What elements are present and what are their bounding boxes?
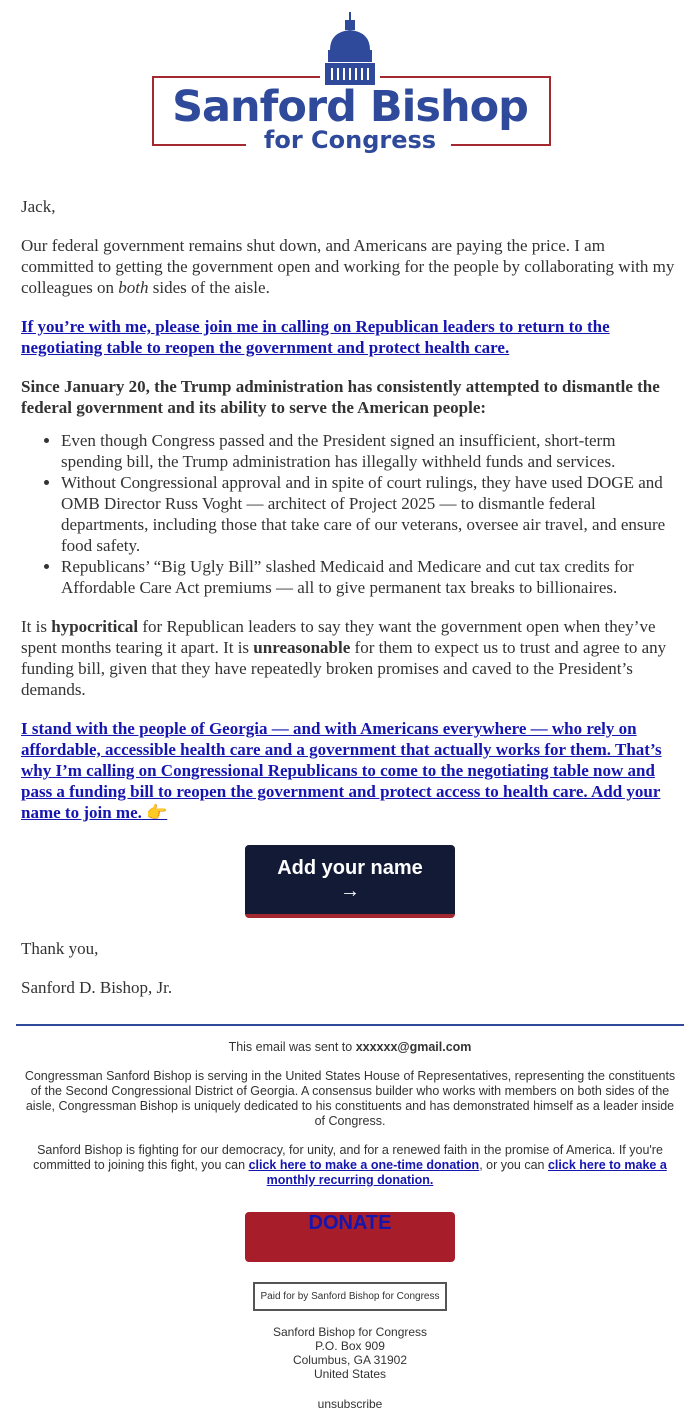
bullet-list [21, 430, 679, 598]
add-name-link[interactable]: I stand with the people of Georgia — and with Americans everywhere — who rely on affordable, accessible health care and a government that actually works for them. That’s why I’m calling on Congressional Republicans to come to the negotiating table now and pass a funding bill to reopen the government and protect access to health care. Add your name to join me. 👉 [21, 719, 662, 822]
logo-name: Sanford Bishop [172, 82, 528, 132]
mailing-address: Sanford Bishop for Congress P.O. Box 909 Columbus, GA 31902 United States [272, 1325, 428, 1381]
donate-button[interactable]: DONATE [245, 1212, 455, 1262]
capitol-dome-icon [322, 10, 378, 86]
bio-text: Congressman Sanford Bishop is serving in the United States House of Representatives, representing the constituents of the Second Congressional District of Georgia. A consensus builder who works with members on both sides of the aisle, Congressman Bishop is uniquely dedicated to his constituents and has demonstrated himself as a leader inside of Congress. [24, 1069, 676, 1128]
intro-paragraph: Our federal government remains shut down, and Americans are paying the price. I am committed to getting the government open and working for the people by collaborating with my colleagues on both sides of the aisle. [21, 236, 675, 297]
greeting: Jack, [21, 197, 56, 216]
section-heading: Since January 20, the Trump administration has consistently attempted to dismantle the federal government and its ability to serve the American people: [21, 377, 660, 417]
add-your-name-button[interactable]: Add your name → [245, 845, 455, 918]
paid-for-disclaimer: Paid for by Sanford Bishop for Congress [253, 1282, 448, 1311]
recipient-email: xxxxxx@gmail.com [355, 1040, 472, 1054]
signature: Sanford D. Bishop, Jr. [21, 978, 173, 997]
footer-divider [16, 1024, 684, 1026]
closing: Thank you, [21, 939, 99, 958]
footer: This email was sent to xxxxxx@gmail.com Congressman Sanford Bishop is serving in the United States House of Representatives, representing the constituents of the Second Congressional District of Georgia. A consensus builder who works with members on both sides of the aisle, Congressman Bishop is uniquely dedicated to his constituents and has demonstrated himself as a leader inside of Congress. Sanford Bishop is fighting for our democracy, for unity, and for a renewed faith in the promise of America. If you're committed to joining this fight, you can click here to make a one-time donation, or you can click here to make a monthly recurring donation. DONATE Paid for by Sanford Bishop for Congress Sanford Bishop for Congress P.O. Box 909 Columbus, GA 31902 United States unsubscribe [0, 1040, 700, 1418]
argument-paragraph: It is hypocritical for Republican leaders to say they want the government open when they’ve spent months tearing it apart. It is unreasonable for them to expect us to trust and agree to any funding bill, given that they have repeatedly broken promises and caved to the President’s demands. [21, 617, 667, 699]
list-item: • Even though Congress passed and the President signed an insufficient, short-term spending bill, the Trump administration has illegally withheld funds and services. [61, 430, 679, 472]
list-item: • Without Congressional approval and in spite of court rulings, they have used DOGE and OMB Director Russ Voght — architect of Project 2025 — to dismantle federal departments, including those that take care of our veterans, oversee air travel, and ensure food safety. [61, 472, 679, 556]
logo-subtitle: for Congress [263, 126, 437, 154]
one-time-donation-link[interactable]: click here to make a one-time donation [248, 1158, 480, 1172]
donation-text: Sanford Bishop is fighting for our democracy, for unity, and for a renewed faith in the promise of America. If you're committed to joining this fight, you can click here to make a one-time donation, or you can click here to make a monthly recurring donation. [33, 1143, 667, 1187]
unsubscribe-link[interactable]: unsubscribe [317, 1397, 383, 1411]
monthly-donation-link[interactable]: click here to make a monthly recurring donation. [266, 1158, 667, 1187]
email-body [0, 170, 700, 998]
list-item: • Republicans’ “Big Ugly Bill” slashed Medicaid and Medicare and cut tax credits for Affordable Care Act premiums — all to give permanent tax breaks to billionaires. [61, 556, 679, 598]
campaign-logo [0, 0, 700, 170]
petition-link[interactable]: If you’re with me, please join me in calling on Republican leaders to return to the negotiating table to reopen the government and protect health care. [21, 317, 610, 357]
